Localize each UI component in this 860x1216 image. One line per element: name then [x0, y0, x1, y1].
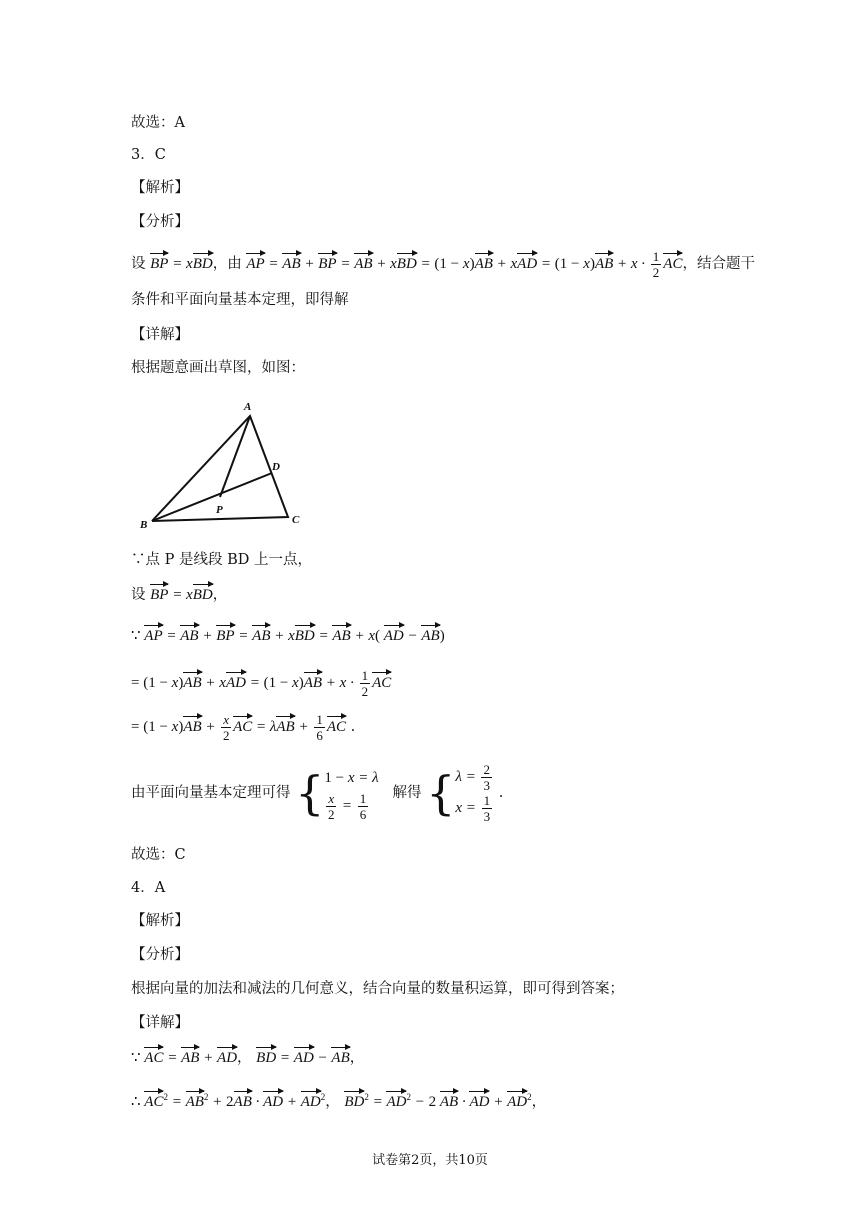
question-number: 3．C	[131, 147, 166, 163]
vertex-label-b: B	[140, 519, 148, 531]
section-heading: 【分析】	[131, 214, 189, 230]
point-label-p: P	[216, 504, 223, 516]
text-line: 故选：C	[131, 847, 186, 863]
text-line: 条件和平面向量基本定理，即得解	[131, 292, 349, 308]
question-number: 4．A	[131, 880, 166, 896]
section-heading: 【解析】	[131, 913, 189, 929]
vertex-label-d: D	[272, 461, 280, 473]
triangle-figure	[138, 396, 313, 532]
formula-line: ∴ $AC^2 = AB^2 + 2AB$ · AD + $AD^2$， $BD^2 = AD^2 - 2$ AB · AD + $AD^2$，	[131, 1092, 547, 1110]
section-heading: 【详解】	[131, 327, 189, 343]
formula-line: 设 BP = xBD，由 AP = AB + BP = AB + xBD = (1 − x)AB + xAD = (1 − x)AB + x · $\frac{1}{2}$ AC，结合题干	[131, 249, 755, 280]
vertex-label-c: C	[292, 514, 300, 526]
formula-line: = (1 − x)AB + $\frac{x}{2}$ AC = λAB + $\frac{1}{6}$ AC .	[131, 712, 356, 743]
section-heading: 【分析】	[131, 947, 189, 963]
formula-line: ∵ AC = AB + AD， BD = AD − AB，	[131, 1047, 364, 1068]
vertex-label-a: A	[244, 401, 252, 413]
section-heading: 【详解】	[131, 1015, 189, 1031]
text-line: ∵点 P 是线段 BD 上一点，	[131, 552, 312, 568]
page-footer: 试卷第2页，共10页	[372, 1153, 488, 1168]
section-heading: 【解析】	[131, 180, 189, 196]
text-line: 根据向量的加法和减法的几何意义，结合向量的数量积运算，即可得到答案；	[131, 981, 624, 997]
formula-line: ∵ AP = AB + BP = AB + xBD = AB + x( AD − AB)	[131, 625, 445, 646]
formula-line: 设 BP = xBD，	[131, 584, 227, 605]
text-line: 故选：A	[131, 115, 185, 131]
text-line: 根据题意画出草图，如图：	[131, 360, 305, 376]
formula-line: = (1 − x)AB + xAD = (1 − x)AB + x · $\frac{1}{2}$ AC	[131, 668, 392, 699]
formula-line: 由平面向量基本定理可得 { 1 − x = λ $\frac{x}{2}$ = $\frac{1}{6}$ 解得 { λ = $\frac{2}{3}$ x = $\frac{1}{3}$ .	[131, 762, 504, 824]
